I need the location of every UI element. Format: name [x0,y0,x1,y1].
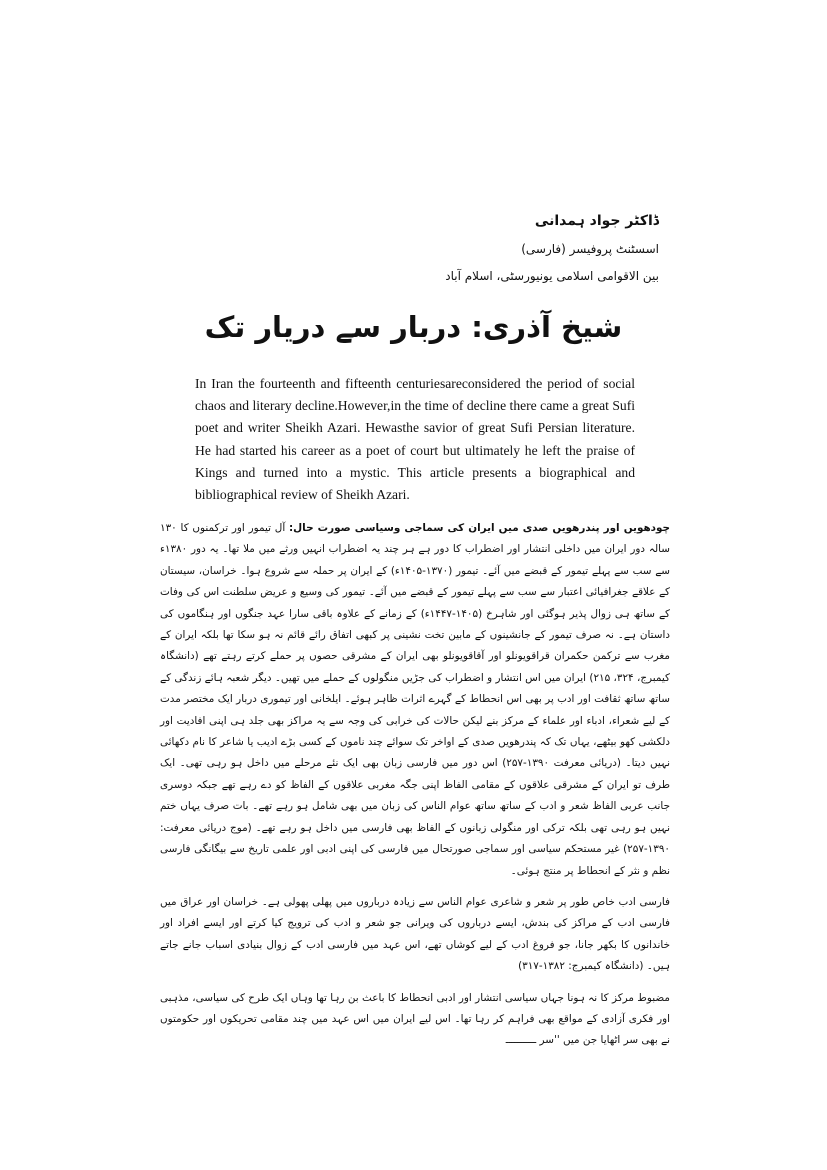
article-body [160,518,670,1062]
author-name: ڈاکٹر جواد ہمدانی [534,213,659,229]
english-abstract: In Iran the fourteenth and fifteenth centuriesareconsidered the period of social chaos and literary decline.However,in the time of decline there came a great Sufi poet and writer Sheikh Azari. Hewasthe savior of great Sufi Persian literature. He had started his career as a poet of court but ultimately he left the praise of Kings and turned into a mystic. This article presents a biographical and bibliographical review of Sheikh Azari. [195,376,635,503]
article-title: شیخ آذری: دربار سے دریار تک [204,310,623,344]
body-paragraph [160,518,670,882]
author-position: اسسٹنٹ پروفیسر (فارسی) [521,242,659,256]
body-paragraph: فارسی ادب خاص طور پر شعر و شاعری عوام الناس سے زیادہ درباروں میں پھلی پھولی ہے۔ خراسان اور عراق میں فارسی ادب کے مراکز کی بندش، ایسے درباروں کی ویرانی جو شعر و ادب کی ترویج کیا کرتے اور ایسے افراد اور خاندانوں کا بکھر جانا، جو فروغ ادب کے لیے کوشاں تھے، اس عہد میں فارسی ادب کے زوال بنیادی اسباب جانے جاتے ہیں۔ (دانشگاہ کیمبرج: ۱۳۸۲-۳۱۷) [160,895,670,973]
author-affiliation: بین الاقوامی اسلامی یونیورسٹی، اسلام آباد [445,269,659,283]
author-block [319,206,659,290]
section-heading: چودھویں اور پندرھویں صدی میں ایران کی سماجی وسیاسی صورت حال: [289,522,671,534]
body-paragraph: مضبوط مرکز کا نہ ہونا جہاں سیاسی انتشار اور ادبی انحطاط کا باعث بن رہا تھا وہاں ایک طرح کی سیاسی، مذہبی اور فکری آزادی کے مواقع بھی فراہم کر رہا تھا۔ اس لیے ایران میں اس عہد میں چند مقامی تحریکوں اور حکومتوں نے بھی سر اٹھایا جن میں ''سر ــــــــــ [160,991,670,1047]
paragraph-text: آل تیمور اور ترکمنوں کا ۱۳۰ سالہ دور ایران میں داخلی انتشار اور اضطراب کا دور ہے ہر چند یہ اضطراب انہیں ورثے میں ملا تھا۔ یہ دور ۱۳۸۰ء سے سب سے پہلے تیمور کے قبضے میں آئے۔ تیمور (۱۳۷۰-۱۴۰۵ء) کے ایران پر حملہ سے شروع ہوا۔ خراسان، سیستان کے علاقے جغرافیائی اعتبار سے سب سے پہلے تیمور کے قبضے میں آئے۔ تیمور کی وسیع و عریض سلطنت اس کی وفات کے ساتھ ہی زوال پذیر ہوگئی اور شاہرخ (۱۴۰۵-۱۴۴۷ء) کے زمانے کے علاوہ باقی سارا عہد جنگوں اور ہنگاموں کی داستان ہے۔ نہ صرف تیمور کے جانشینوں کے مابین تخت نشینی پر کبھی اتفاق رائے قائم نہ ہو سکا تھا بلکہ ایران کے مغرب سے ترکمن حکمران قراقویونلو اور آقاقویونلو بھی ایران کے مشرقی حصوں پر حملے کرتے رہتے تھے (دانشگاہ کیمبرج، ۳۲۴، ۲۱۵) ایران میں اس انتشار و اضطراب کی جڑیں منگولوں کے حملے میں تھیں۔ دیگر شعبہ ہائے زندگی کے ساتھ ساتھ ثقافت اور ادب پر بھی اس انحطاط کے گہرے اثرات ظاہر ہوئے۔ ایلخانی اور تیموری دربار ایک مختصر مدت کے لیے شعراء، ادباء اور علماء کے مرکز بنے لیکن حالات کی خرابی کی وجہ سے یہ مراکز بھی جلد ہی اپنی افادیت اور دلکشی کھو بیٹھے، یہاں تک کہ پندرھویں صدی کے اواخر تک سوائے چند ناموں کے کسی بڑے ادیب یا شاعر کا نام دکھائی نہیں دیتا۔ (دریائی معرفت ۱۳۹۰-۲۵۷) اس دور میں فارسی زبان بھی ایک نئے مرحلے میں داخل ہو رہی تھی۔ ایک طرف تو ایران کے مشرقی علاقوں کے مقامی الفاظ اپنی جگہ مغربی علاقوں کے الفاظ کو دے رہے تھے جبکہ دوسری جانب عربی الفاظ شعر و ادب کے ساتھ ساتھ عوام الناس کی زبان میں بھی شامل ہو رہے تھے۔ بات صرف یہاں ختم نہیں ہو رہی تھی بلکہ ترکی اور منگولی زبانوں کے الفاظ بھی فارسی میں داخل ہو رہے تھے۔ (موج دریائی معرفت: ۱۳۹۰-۲۵۷) غیر مستحکم سیاسی اور سماجی صورتحال میں فارسی کی اپنی ادبی اور علمی تاریخ سے بیگانگی فارسی نظم و نثر کے انحطاط پر منتج ہوئی۔ [160,522,671,877]
